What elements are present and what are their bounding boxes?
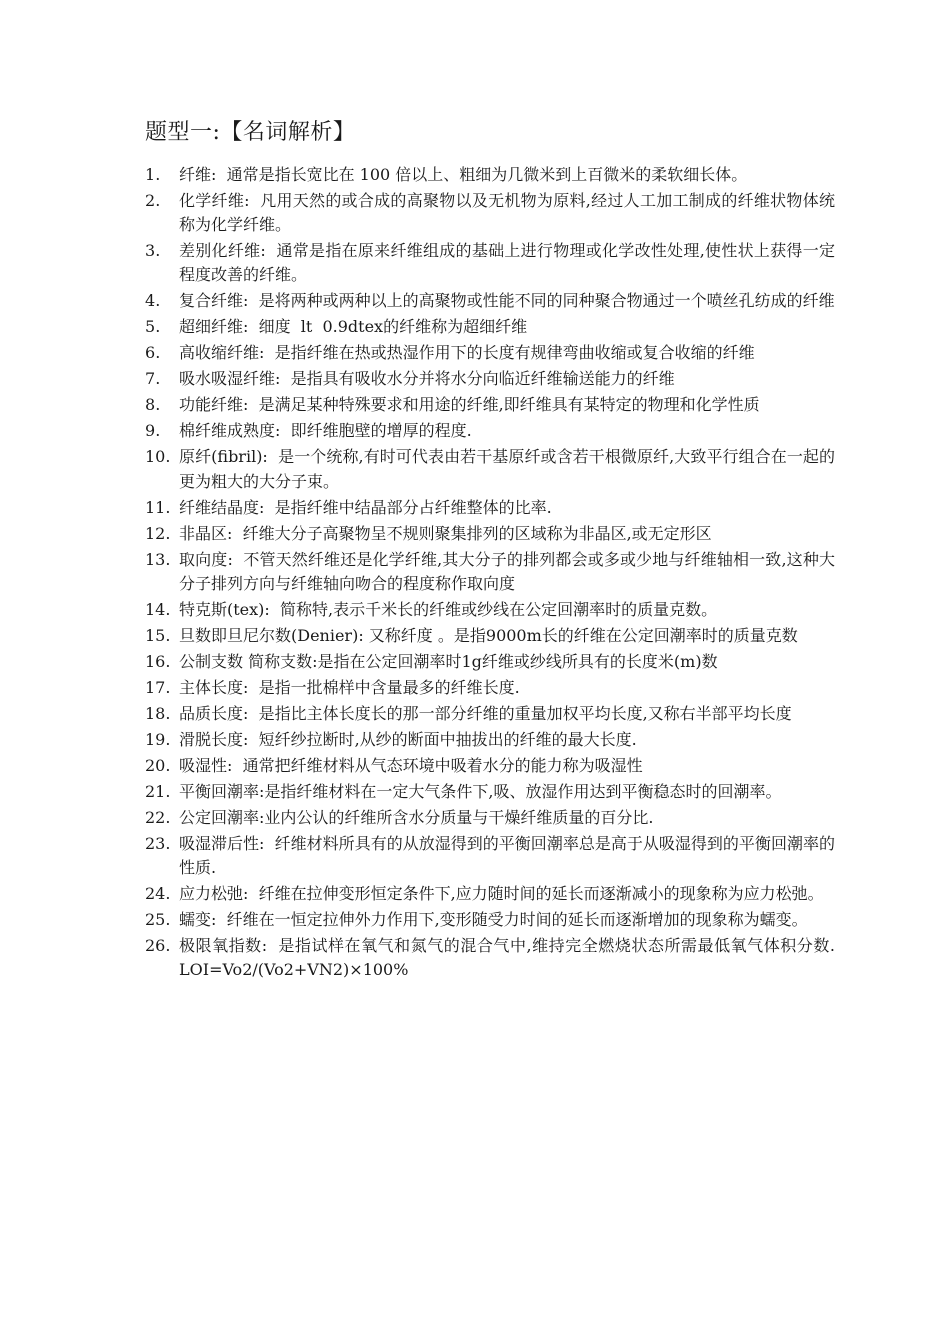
item-number: 7 . <box>145 367 160 391</box>
item-number: 5 . <box>145 315 160 339</box>
item-definition: 通常是指长宽比在 100 倍以上、粗细为几微米到上百微米的柔软细长体。 <box>216 165 748 184</box>
item-number: 11 . <box>145 496 170 520</box>
list-item <box>145 780 835 804</box>
list-item <box>145 728 835 752</box>
item-term: 化学纤维: <box>179 191 250 210</box>
item-number: 20 . <box>145 754 170 778</box>
list-item <box>145 624 835 648</box>
item-number: 23 . <box>145 832 170 856</box>
item-term: 吸水吸湿纤维: <box>179 369 281 389</box>
item-number: 21 . <box>145 780 170 804</box>
item-term: 应力松弛: <box>179 884 249 904</box>
item-number: 12 . <box>145 522 170 546</box>
item-term: 取向度: <box>179 549 233 569</box>
item-term: 吸湿性: <box>179 755 233 775</box>
item-term: 高收缩纤维: <box>179 343 265 363</box>
item-definition: 是指比主体长度长的那一部分纤维的重量加权平均长度,又称右半部平均长度 <box>248 703 792 723</box>
item-number: 17 . <box>145 676 170 700</box>
list-item <box>145 806 835 830</box>
item-definition: 纤维材料所具有的从放湿得到的平衡回潮率总是高于从吸湿得到的平衡回潮率的性质. <box>179 833 835 878</box>
list-item <box>145 934 846 982</box>
item-number: 2 . <box>145 189 160 213</box>
list-item <box>145 754 835 778</box>
list-item <box>145 393 835 417</box>
list-item <box>145 419 835 443</box>
list-item <box>145 239 835 287</box>
item-definition: 通常把纤维材料从气态环境中吸着水分的能力称为吸湿性 <box>232 755 643 775</box>
item-number: 16 . <box>145 650 170 674</box>
list-item <box>145 315 835 339</box>
item-definition: 是一个统称,有时可代表由若干基原纤或含若干根微原纤,大致平行组合在一起的更为粗大的大分子束。 <box>179 447 835 491</box>
item-definition: 是指一批棉样中含量最多的纤维长度. <box>248 677 520 697</box>
item-number: 1 . <box>145 163 160 187</box>
item-definition: 即纤维胞壁的增厚的程度. <box>280 421 472 441</box>
item-term: 特克斯(tex): <box>179 599 270 619</box>
list-item <box>145 832 835 880</box>
item-number: 8 . <box>145 393 160 417</box>
item-term: 原纤(fibril): <box>179 447 268 467</box>
list-item <box>145 908 835 932</box>
list-item <box>145 496 835 520</box>
section-heading: 题型一:【名词解析】 <box>145 120 356 145</box>
item-term: 纤维: <box>179 165 217 184</box>
item-definition: 纤维大分子高聚物呈不规则聚集排列的区域称为非晶区,或无定形区 <box>232 523 712 543</box>
item-term: 纤维结晶度: <box>179 497 265 517</box>
item-number: 3 . <box>145 239 160 263</box>
item-definition: 凡用天然的或合成的高聚物以及无机物为原料,经过人工加工制成的纤维状物体统称为化学纤维。 <box>179 191 835 235</box>
item-definition: 简称特,表示千米长的纤维或纱线在公定回潮率时的质量克数。 <box>269 599 718 619</box>
item-number: 25 . <box>145 908 170 932</box>
item-number: 19 . <box>145 728 170 752</box>
item-definition: 是指纤维中结晶部分占纤维整体的比率. <box>264 497 552 517</box>
item-definition: 纤维在一恒定拉伸外力作用下,变形随受力时间的延长而逐渐增加的现象称为蠕变。 <box>216 910 808 930</box>
item-term: 极限氧指数: <box>179 936 268 956</box>
list-item <box>145 548 835 596</box>
item-term: 超细纤维: <box>179 317 249 337</box>
item-definition: 是指纤维在热或热湿作用下的长度有规律弯曲收缩或复合收缩的纤维 <box>264 343 755 363</box>
item-term: 主体长度: <box>179 677 249 697</box>
item-term: 平衡回潮率: <box>179 781 265 801</box>
list-item <box>145 676 835 700</box>
list-item <box>145 522 835 546</box>
item-term: 差别化纤维: <box>179 241 266 261</box>
item-number: 10 . <box>145 445 170 469</box>
item-term: 棉纤维成熟度: <box>179 421 281 441</box>
item-definition: 简称支数:是指在公定回潮率时1g纤维或纱线所具有的长度米(m)数 <box>243 651 718 671</box>
list-item <box>145 598 835 622</box>
list-item <box>145 189 835 237</box>
list-item <box>145 341 835 365</box>
item-number: 15 . <box>145 624 170 648</box>
list-item <box>145 163 835 187</box>
list-item <box>145 445 835 493</box>
item-definition: 通常是指在原来纤维组成的基础上进行物理或化学改性处理,使性状上获得一定程度改善的纤维。 <box>179 241 835 285</box>
item-definition: 不管天然纤维还是化学纤维,其大分子的排列都会或多或少地与纤维轴相一致,这种大分子排列方向与纤维轴向吻合的程度称作取向度 <box>179 549 835 593</box>
item-term: 复合纤维: <box>179 291 249 311</box>
item-number: 26 . <box>145 934 170 958</box>
item-definition: 短纤纱拉断时,从纱的断面中抽拔出的纤维的最大长度. <box>248 729 637 749</box>
item-term: 旦数即旦尼尔数(Denier): <box>179 625 364 645</box>
list-item <box>145 882 835 906</box>
list-item <box>145 702 835 726</box>
item-definition: 是将两种或两种以上的高聚物或性能不同的同种聚合物通过一个喷丝孔纺成的纤维 <box>248 291 835 311</box>
item-term: 吸湿滞后性: <box>179 833 265 853</box>
item-number: 24 . <box>145 882 170 906</box>
item-definition: 是指试样在氧气和氮气的混合气中,维持完全燃烧状态所需最低氧气体积分数. LOI=Vo2/(Vo2+VN2)×100% <box>179 936 846 980</box>
item-term: 非晶区: <box>179 523 233 543</box>
item-number: 9 . <box>145 419 160 443</box>
item-term: 滑脱长度: <box>179 729 249 749</box>
term-definition-list <box>145 163 846 984</box>
item-term: 品质长度: <box>179 703 249 723</box>
item-number: 14 . <box>145 598 170 622</box>
list-item <box>145 367 835 391</box>
item-definition: 是满足某种特殊要求和用途的纤维,即纤维具有某特定的物理和化学性质 <box>248 395 760 415</box>
item-definition: 是指纤维材料在一定大气条件下,吸、放湿作用达到平衡稳态时的回潮率。 <box>264 781 782 801</box>
list-item <box>145 289 835 313</box>
item-number: 18 . <box>145 702 170 726</box>
item-number: 13 . <box>145 548 170 572</box>
item-definition: 业内公认的纤维所含水分质量与干燥纤维质量的百分比. <box>264 807 654 827</box>
item-term: 功能纤维: <box>179 395 249 415</box>
item-definition: 是指具有吸收水分并将水分向临近纤维输送能力的纤维 <box>280 369 675 389</box>
item-term: 蠕变: <box>179 910 217 930</box>
item-number: 6 . <box>145 341 160 365</box>
item-term: 公定回潮率: <box>179 807 265 827</box>
item-term: 公制支数 <box>179 651 244 671</box>
item-definition: 纤维在拉伸变形恒定条件下,应力随时间的延长而逐渐减小的现象称为应力松弛。 <box>248 884 824 904</box>
list-item <box>145 650 835 674</box>
item-definition: 细度 lt 0.9dtex的纤维称为超细纤维 <box>248 317 528 337</box>
item-number: 22 . <box>145 806 170 830</box>
item-definition: 又称纤度 。是指9000m长的纤维在公定回潮率时的质量克数 <box>363 625 798 645</box>
item-number: 4 . <box>145 289 160 313</box>
